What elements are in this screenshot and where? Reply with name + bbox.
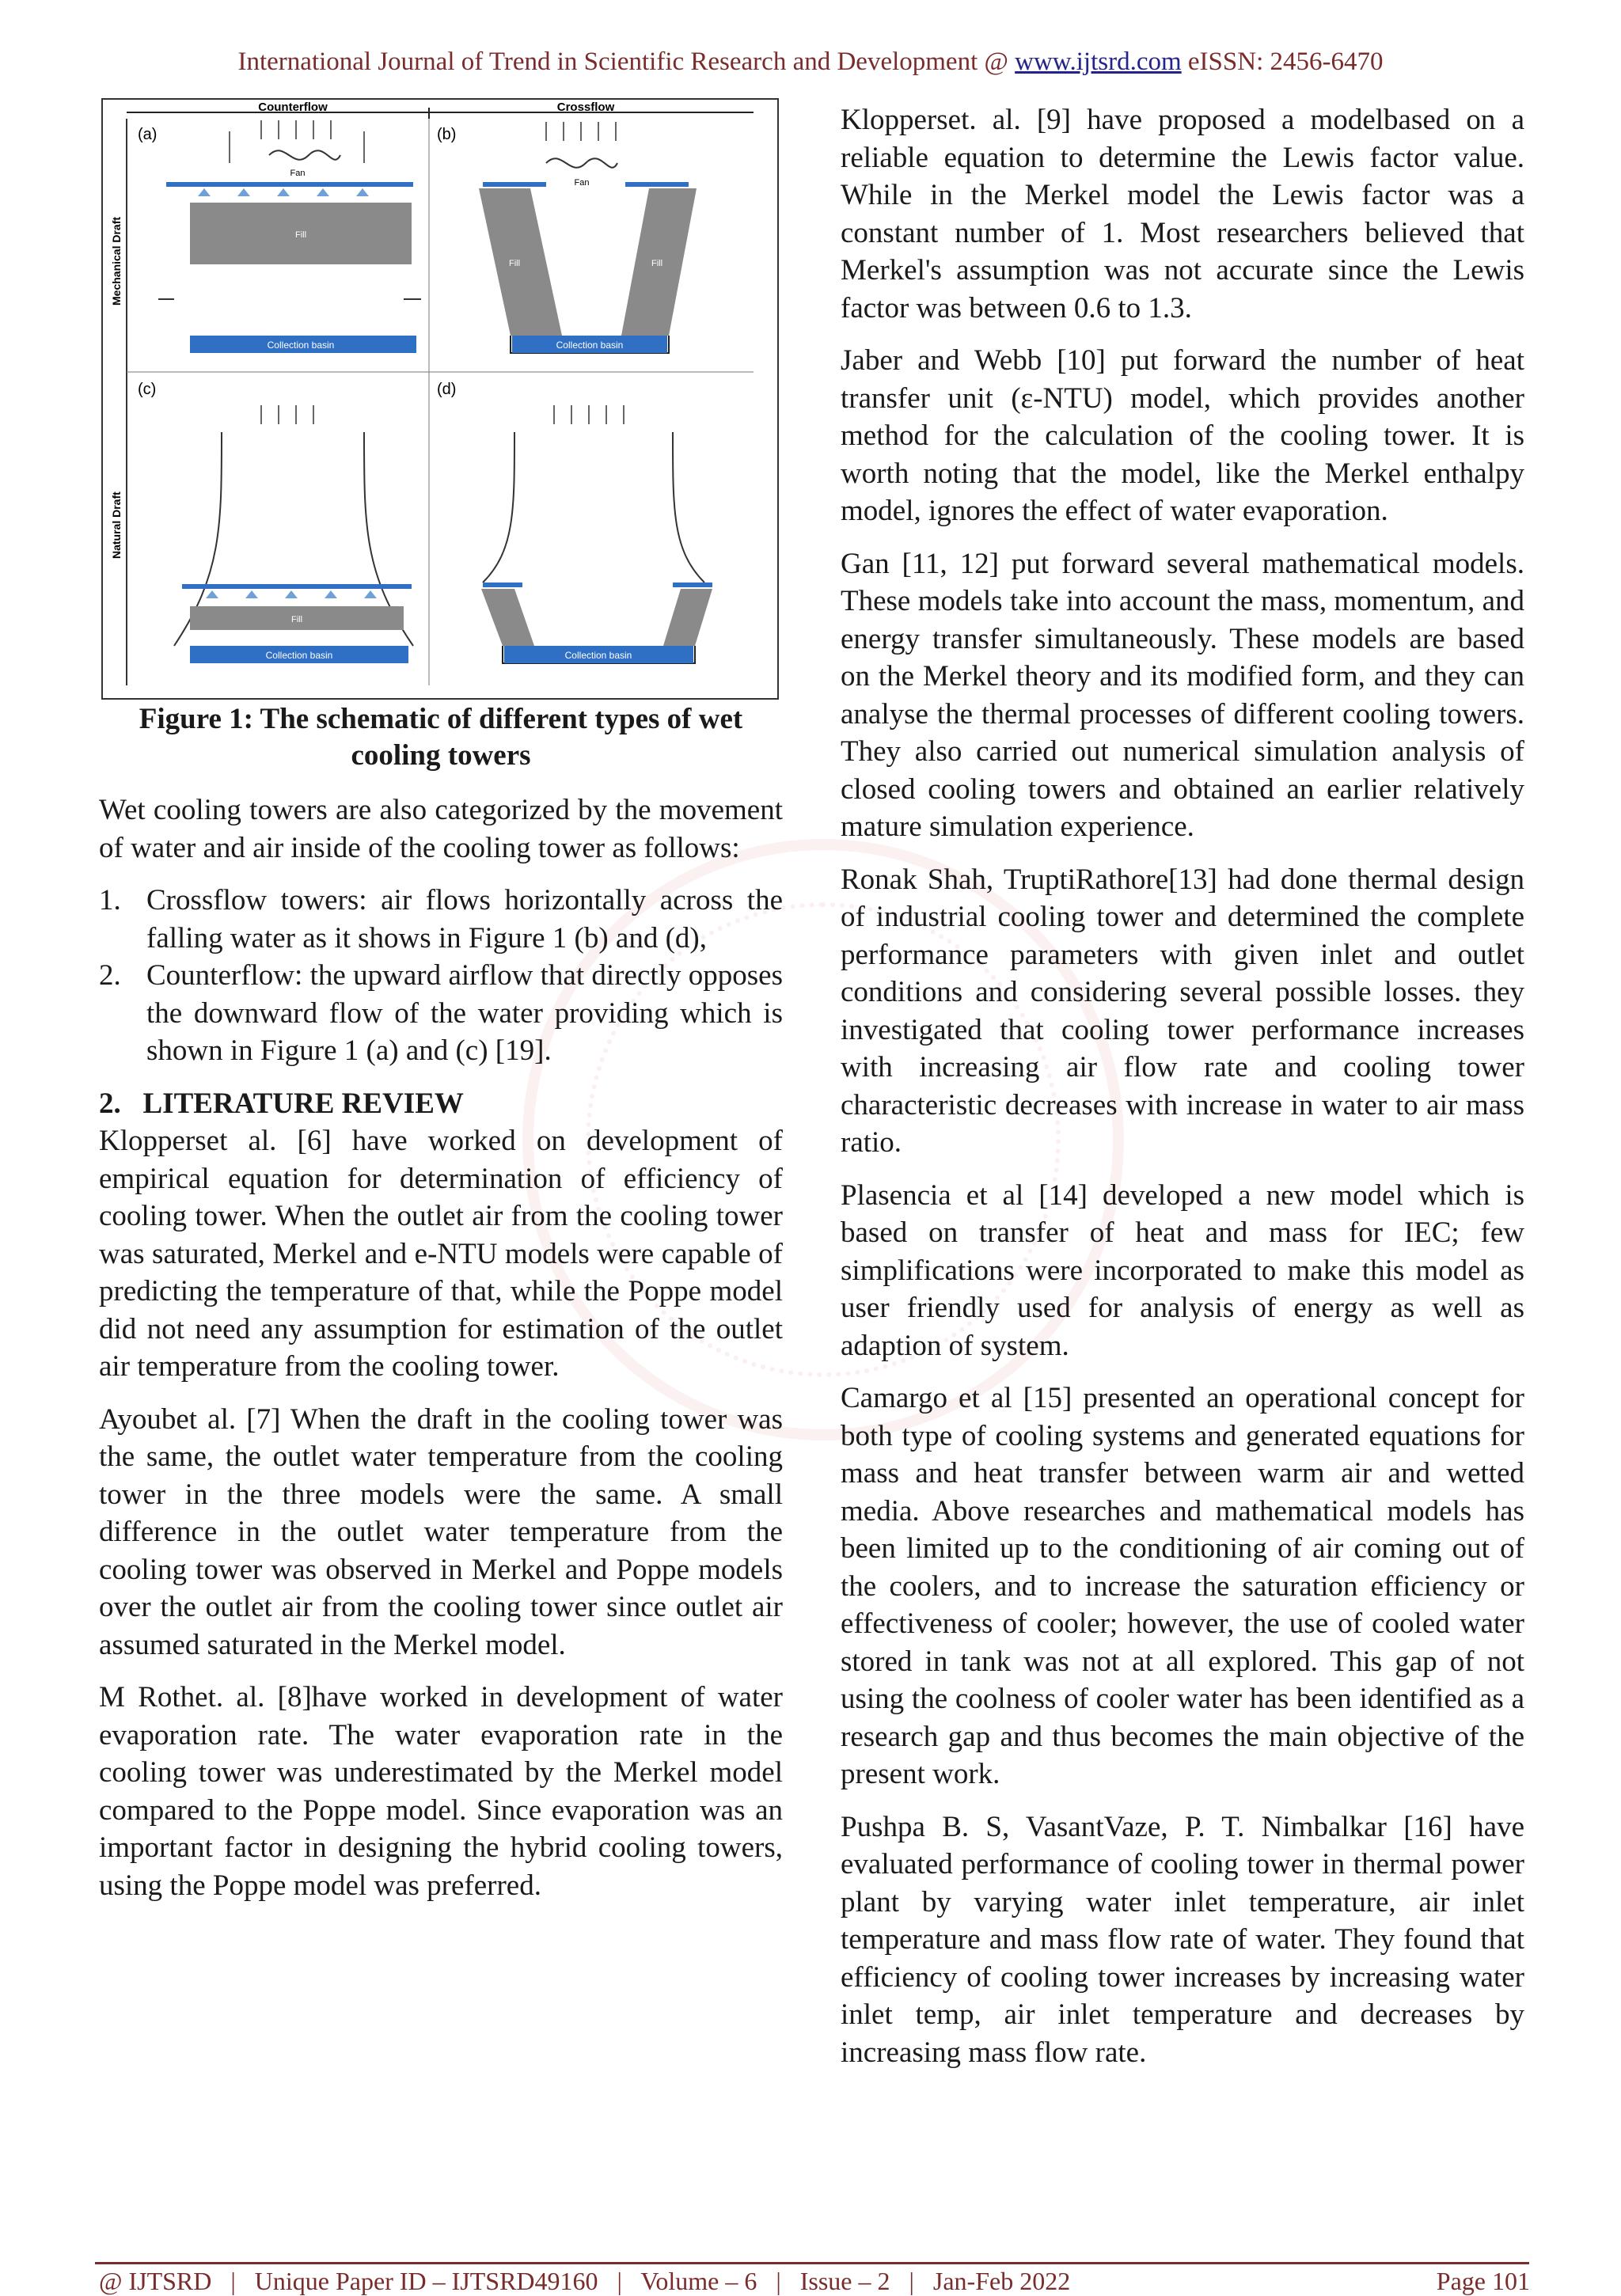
panel-label-d: (d) xyxy=(437,381,457,398)
figure-caption: Figure 1: The schematic of different types of wet cooling towers xyxy=(139,703,743,772)
paragraph: Pushpa B. S, VasantVaze, P. T. Nimbalkar [16] have evaluated performance of cooling tower in thermal power plant by varying water inlet temperature, air inlet temperature and mass flow rate of water. They found that efficiency of cooling tower increases by increasing water inlet temp, air inlet temperature and decreases by increasing mass flow rate. xyxy=(841,1810,1524,2069)
paragraph: Jaber and Webb [10] put forward the number of heat transfer unit (ε-NTU) model, which provides another method for the calculation of the cooling tower. It is worth noting that the model, like the Merkel enthalpy model, ignores the effect of water evaporation. xyxy=(841,344,1524,527)
paragraph: Plasencia et al [14] developed a new model which is based on transfer of heat and mass for IEC; few simplifications were incorporated to make this model as user friendly used for analysis of energy as well as adaption of system. xyxy=(841,1178,1524,1362)
header-suffix: eISSN: 2456-6470 xyxy=(1181,47,1384,76)
list-number: 2. xyxy=(99,959,121,992)
cooling-tower-schematic xyxy=(103,100,777,698)
right-column xyxy=(841,101,1524,2086)
col-label-crossflow: Crossflow xyxy=(556,101,615,114)
panel-d-diagram xyxy=(481,405,712,663)
fill-label-b2: Fill xyxy=(651,259,663,268)
list-item xyxy=(99,957,783,1070)
panel-label-b: (b) xyxy=(437,126,457,143)
section-heading: 2. LITERATURE REVIEW xyxy=(99,1087,464,1120)
row-label-natural: Natural Draft xyxy=(110,491,123,559)
running-header xyxy=(0,47,1621,77)
fan-label-b: Fan xyxy=(574,178,590,188)
col-label-counterflow: Counterflow xyxy=(258,101,328,114)
panel-label-a: (a) xyxy=(138,126,158,143)
fill-label-a: Fill xyxy=(294,230,307,240)
page-number: Page 101 xyxy=(1436,2267,1530,2295)
basin-label-c: Collection basin xyxy=(265,650,333,661)
list-number: 1. xyxy=(99,884,121,917)
basin-label-d: Collection basin xyxy=(564,650,632,661)
basin-label-b: Collection basin xyxy=(556,340,624,351)
fan-icon xyxy=(269,150,340,160)
fill-label-b1: Fill xyxy=(508,259,521,268)
running-footer xyxy=(99,2267,1530,2296)
footer-info: @ IJTSRD | Unique Paper ID – IJTSRD49160 | Volume – 6 | Issue – 2 | Jan-Feb 2022 xyxy=(99,2267,1071,2295)
paragraph: Ronak Shah, TruptiRathore[13] had done thermal design of industrial cooling tower and determined the complete performance parameters with given inlet and outlet conditions and considering several possible losses. they investigated that cooling tower performance increases with increasing air flow rate and cooling tower characteristic decreases with increase in water to air mass ratio. xyxy=(841,863,1524,1159)
header-prefix: International Journal of Trend in Scientific Research and Development @ xyxy=(237,47,1015,76)
list-text: Counterflow: the upward airflow that directly opposes the downward flow of the water providing which is shown in Figure 1 (a) and (c) [19]. xyxy=(146,959,783,1067)
figure-1 xyxy=(101,98,779,700)
row-label-mechanical: Mechanical Draft xyxy=(110,216,123,306)
panel-b-diagram xyxy=(479,122,697,353)
paragraph: Gan [11, 12] put forward several mathematical models. These models take into account the mass, momentum, and energy transfer simultaneously. These models are based on the Merkel theory and its modified form, and they can analyse the thermal processes of different cooling towers. They also carried out numerical simulation analysis of closed cooling towers and obtained an earlier relatively mature simulation experience. xyxy=(841,547,1524,843)
journal-link[interactable]: www.ijtsrd.com xyxy=(1015,47,1182,76)
list-item xyxy=(99,882,783,957)
fill-label-c: Fill xyxy=(290,615,303,624)
intro-paragraph: Wet cooling towers are also categorized by the movement of water and air inside of the cooling tower as follows: xyxy=(99,794,783,864)
footer-rule xyxy=(95,2262,1529,2264)
fan-label-a: Fan xyxy=(290,169,306,178)
paragraph: Ayoubet al. [7] When the draft in the cooling tower was the same, the outlet water temperature from the cooling tower in the three models were the same. A small difference in the outlet water temperature from the cooling tower was observed in Merkel and Poppe models over the outlet air from the cooling tower since outlet air assumed saturated in the Merkel model. xyxy=(99,1402,783,1661)
tower-type-list xyxy=(99,882,783,1070)
paragraph: Camargo et al [15] presented an operational concept for both type of cooling systems and generated equations for mass and heat transfer between warm air and wetted media. Above researches and mathematical models has been limited up to the conditioning of air coming out of the coolers, and to increase the saturation efficiency or effectiveness of cooler; however, the use of cooled water stored in tank was not at all explored. This gap of not using the coolness of cooler water has been identified as a research gap and thus becomes the main objective of the present work. xyxy=(841,1382,1524,1790)
basin-label-a: Collection basin xyxy=(267,340,335,351)
paragraph: M Rothet. al. [8]have worked in development of water evaporation rate. The water evaporation rate in the cooling tower was underestimated by the Merkel model compared to the Poppe model. Since evaporation was an important factor in designing the hybrid cooling towers, using the Poppe model was preferred. xyxy=(99,1681,783,1902)
panel-label-c: (c) xyxy=(138,381,157,398)
fan-icon xyxy=(546,158,617,168)
left-column xyxy=(99,791,783,1919)
panel-a-diagram xyxy=(158,120,421,353)
paragraph: Klopperset. al. [9] have proposed a modelbased on a reliable equation to determine the Lewis factor value. While in the Merkel model the Lewis factor was a constant number of 1. Most researchers believed that Merkel's assumption was not accurate since the Lewis factor was between 0.6 to 1.3. xyxy=(841,104,1524,324)
list-text: Crossflow towers: air flows horizontally across the falling water as it shows in Figure 1 (b) and (d), xyxy=(146,884,783,954)
panel-c-diagram xyxy=(174,405,413,663)
paragraph: Klopperset al. [6] have worked on development of empirical equation for determination of efficiency of cooling tower. When the outlet air from the cooling tower was saturated, Merkel and e-NTU models were capable of predicting the temperature of that, while the Poppe model did not need any assumption for estimation of the outlet air temperature from the cooling tower. xyxy=(99,1125,783,1383)
